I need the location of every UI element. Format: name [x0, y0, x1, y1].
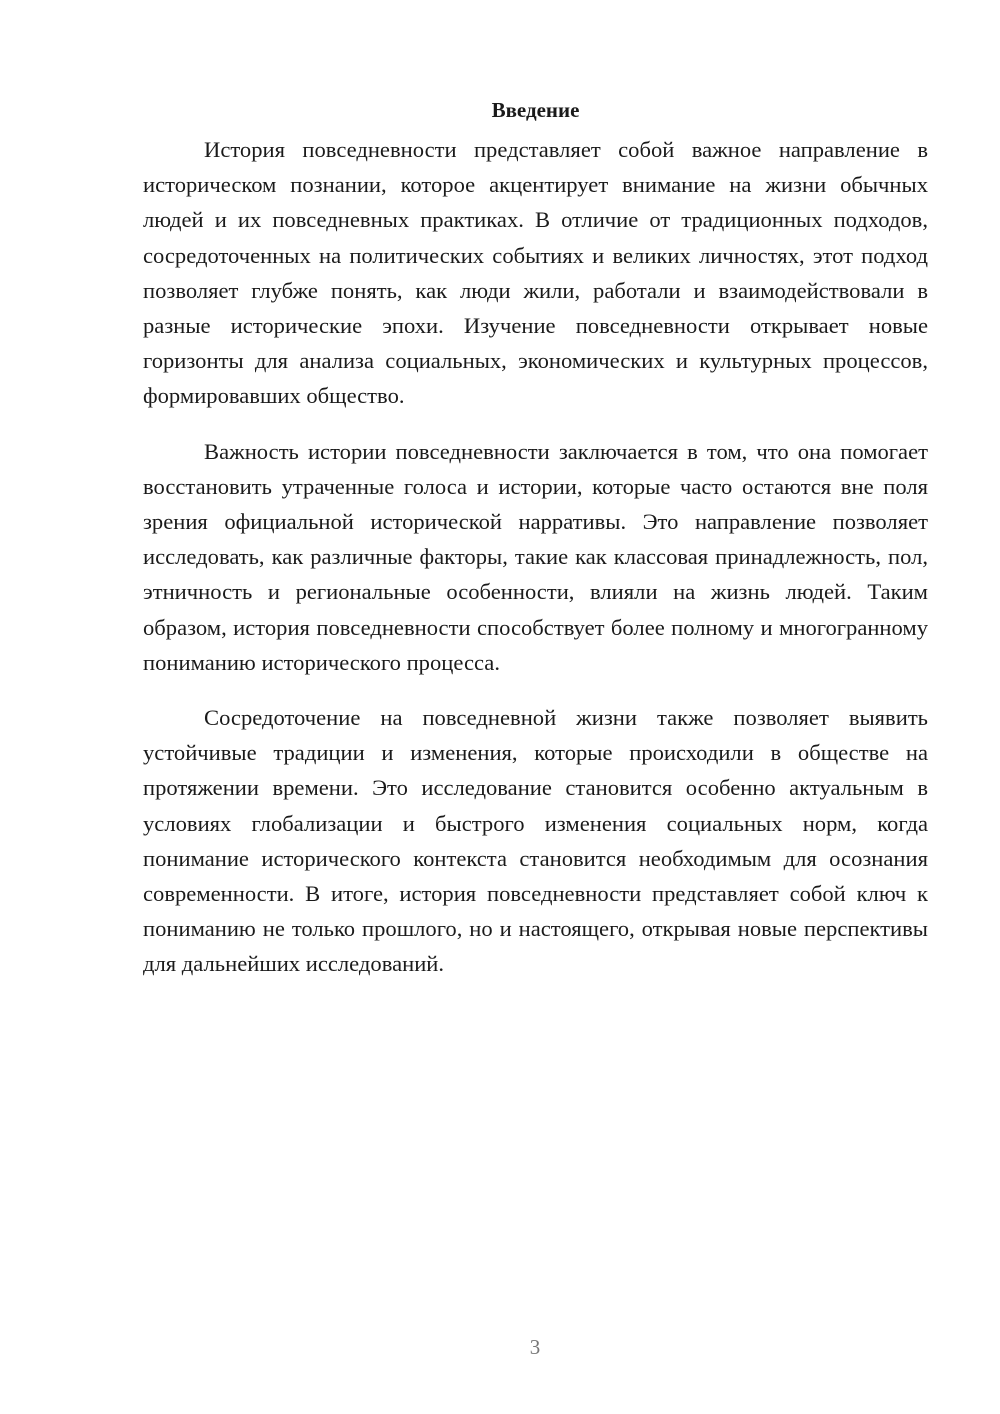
page-content: [143, 96, 928, 982]
page-number: 3: [529, 1335, 541, 1359]
section-title: Введение: [491, 98, 580, 122]
paragraph-3: Сосредоточение на повседневной жизни также позволяет выявить устойчивые традиции и изменения, которые происходили в обществе на протяжении времени. Это исследование становится особенно актуальным в условиях глобализации и быстрого изменения социальных норм, когда понимание исторического контекста становится необходимым для осознания современности. В итоге, история повседневности представляет собой ключ к пониманию не только прошлого, но и настоящего, открывая новые перспективы для дальнейших исследований.: [143, 705, 928, 977]
paragraph-1: История повседневности представляет собой важное направление в историческом познании, которое акцентирует внимание на жизни обычных людей и их повседневных практиках. В отличие от традиционных подходов, сосредоточенных на политических событиях и великих личностях, этот подход позволяет глубже понять, как люди жили, работали и взаимодействовали в разные исторические эпохи. Изучение повседневности открывает новые горизонты для анализа социальных, экономических и культурных процессов, формировавших общество.: [143, 137, 928, 409]
paragraph-2: Важность истории повседневности заключается в том, что она помогает восстановить утраченные голоса и истории, которые часто остаются вне поля зрения официальной исторической нарративы. Это направление позволяет исследовать, как различные факторы, такие как классовая принадлежность, пол, этничность и региональные особенности, влияли на жизнь людей. Таким образом, история повседневности способствует более полному и многогранному пониманию исторического процесса.: [143, 438, 928, 675]
